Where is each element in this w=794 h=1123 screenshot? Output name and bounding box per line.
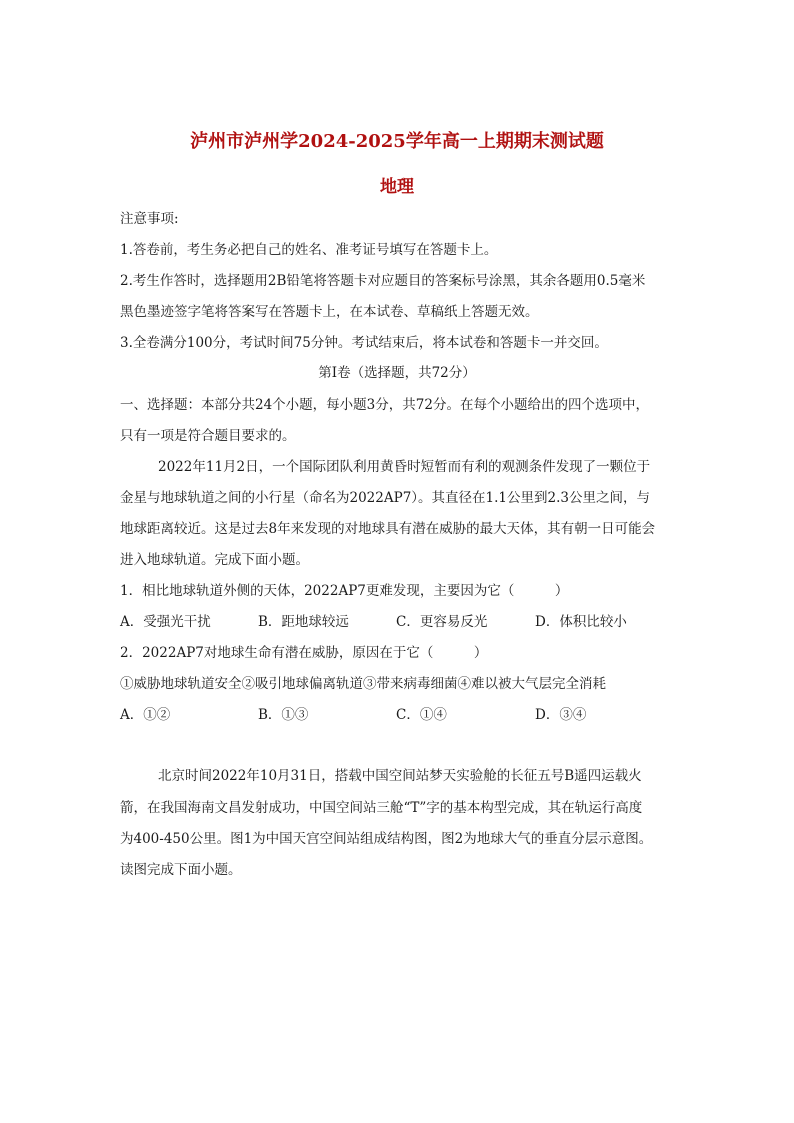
question2-statements: ①威胁地球轨道安全②吸引地球偏离轨道③带来病毒细菌④难以被大气层完全消耗 — [120, 676, 606, 692]
passage1-line-2: 金星与地球轨道之间的小行星（命名为2022AP7）。其直径在1.1公里到2.3公里之间，与 — [120, 490, 650, 506]
question1-option-c: C．更容易反光 — [396, 614, 488, 630]
question2-option-c: C．①④ — [396, 707, 447, 723]
passage1-line-4: 进入地球轨道。完成下面小题。 — [120, 552, 309, 568]
section-title: 第Ⅰ卷（选择题，共72分） — [318, 365, 476, 381]
notice-item-1: 1.答卷前，考生务必把自己的姓名、准考证号填写在答题卡上。 — [120, 242, 498, 258]
question2-stem: 2．2022AP7对地球生命有潜在威胁，原因在于它（ ） — [120, 645, 488, 661]
question2-option-d: D．③④ — [535, 707, 587, 723]
passage2-line-1: 北京时间2022年10月31日，搭载中国空间站梦天实验舱的长征五号B遥四运载火 — [158, 768, 642, 784]
question2-option-b: B．①③ — [258, 707, 309, 723]
passage1-line-1: 2022年11月2日，一个国际团队利用黄昏时短暂而有利的观测条件发现了一颗位于 — [158, 459, 651, 475]
question1-option-a: A．受强光干扰 — [120, 614, 211, 630]
section-instructions-1: 一、选择题：本部分共24个小题，每小题3分，共72分。在每个小题给出的四个选项中， — [120, 397, 649, 413]
passage2-line-3: 为400-450公里。图1为中国天宫空间站组成结构图，图2为地球大气的垂直分层示意图。 — [120, 831, 653, 847]
notice-item-2-cont: 黑色墨迹签字笔将答案写在答题卡上，在本试卷、草稿纸上答题无效。 — [120, 304, 539, 320]
question1-stem: 1．相比地球轨道外侧的天体，2022AP7更难发现，主要因为它（ ） — [120, 583, 569, 599]
passage1-line-3: 地球距离较近。这是过去8年来发现的对地球具有潜在威胁的最大天体，其有朝一日可能会 — [120, 521, 656, 537]
notice-item-3: 3.全卷满分100分，考试时间75分钟。考试结束后，将本试卷和答题卡一并交回。 — [120, 335, 608, 351]
passage2-line-2: 箭，在我国海南文昌发射成功，中国空间站三舱“T”字的基本构型完成，其在轨运行高度 — [120, 800, 643, 816]
passage2-line-4: 读图完成下面小题。 — [120, 862, 242, 878]
question2-option-a: A．①② — [120, 707, 171, 723]
exam-title: 泸州市泸州学2024-2025学年高一上期期末测试题 — [190, 131, 604, 152]
question1-option-d: D．体积比较小 — [535, 614, 627, 630]
notice-item-2: 2.考生作答时，选择题用2B铅笔将答题卡对应题目的答案标号涂黑，其余各题用0.5毫米 — [120, 273, 646, 289]
notice-heading: 注意事项: — [120, 211, 179, 227]
subject-title: 地理 — [380, 177, 414, 197]
question1-option-b: B．距地球较远 — [258, 614, 349, 630]
section-instructions-2: 只有一项是符合题目要求的。 — [120, 428, 296, 444]
